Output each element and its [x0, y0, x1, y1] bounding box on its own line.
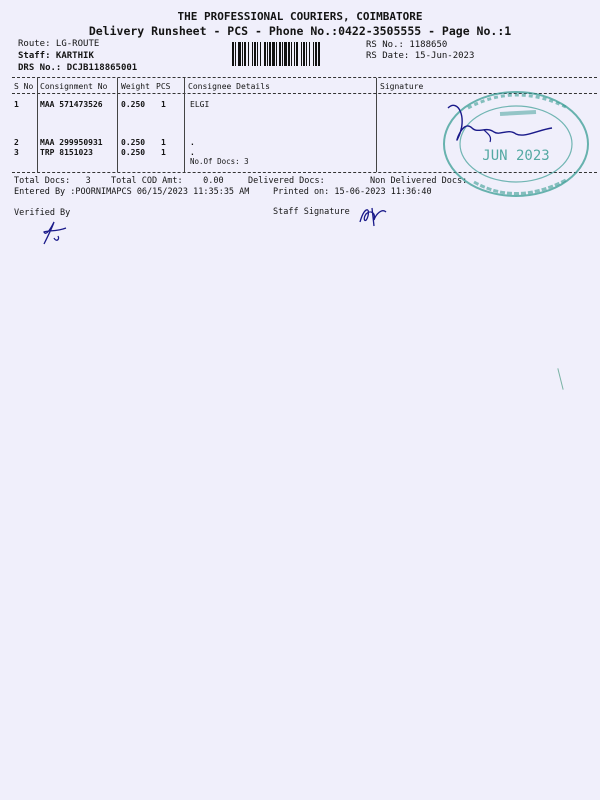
table-row-pcs: 1	[161, 138, 166, 147]
staff-signature-label: Staff Signature	[273, 207, 350, 217]
staff-label: Staff: KARTHIK	[18, 51, 94, 61]
total-docs: Total Docs: 3	[14, 176, 91, 186]
entered-by: Entered By :POORNIMAPCS 06/15/2023 11:35:35 AM	[14, 187, 250, 197]
printed-on: Printed on: 15-06-2023 11:36:40	[273, 187, 432, 197]
table-row-consignment: MAA 299950931	[40, 138, 103, 147]
table-row-weight: 0.250	[121, 100, 146, 109]
col-header-consignment: Consignment No	[40, 82, 108, 91]
route-label: Route: LG-ROUTE	[18, 39, 100, 49]
table-row-sno: 2	[14, 138, 19, 147]
company-stamp	[428, 78, 596, 210]
col-header-weight: Weight	[121, 82, 150, 91]
verified-signature	[36, 218, 76, 248]
col-divider	[184, 78, 185, 172]
table-row-details: ELGI	[190, 100, 210, 109]
table-row-details: .	[190, 138, 195, 147]
col-header-signature: Signature	[380, 82, 424, 91]
col-divider	[376, 78, 377, 172]
staff-signature	[354, 202, 394, 230]
table-row-weight: 0.250	[121, 138, 146, 147]
col-header-sno: S No	[14, 82, 34, 91]
verified-by-label: Verified By	[14, 208, 71, 218]
drs-number: DRS No.: DCJB118865001	[18, 63, 138, 73]
company-title: THE PROFESSIONAL COURIERS, COIMBATORE	[177, 10, 423, 23]
col-divider	[117, 78, 118, 172]
table-row-consignment: MAA 571473526	[40, 100, 103, 109]
table-row-weight: 0.250	[121, 148, 146, 157]
table-row-pcs: 1	[161, 100, 166, 109]
non-delivered-docs: Non Delivered Docs:	[370, 176, 468, 186]
runsheet-subtitle: Delivery Runsheet - PCS - Phone No.:0422-3505555 - Page No.:1	[88, 24, 512, 38]
stamp-date: JUN 2023	[482, 148, 550, 164]
col-divider	[37, 78, 38, 172]
barcode-image	[232, 42, 360, 66]
rs-date: RS Date: 15-Jun-2023	[366, 51, 475, 61]
col-header-pcs: PCS	[156, 82, 171, 91]
table-row-pcs: 1	[161, 148, 166, 157]
scan-mark	[557, 368, 563, 390]
no-of-docs: No.Of Docs: 3	[190, 157, 249, 166]
total-cod-amount: Total COD Amt: 0.00	[111, 176, 224, 186]
table-row-sno: 3	[14, 148, 19, 157]
delivered-docs: Delivered Docs:	[248, 176, 325, 186]
rs-number: RS No.: 1188650	[366, 40, 448, 50]
table-row-sno: 1	[14, 100, 19, 109]
table-row-details: .	[190, 148, 195, 157]
table-row-consignment: TRP 8151023	[40, 148, 93, 157]
col-header-consignee: Consignee Details	[188, 82, 270, 91]
